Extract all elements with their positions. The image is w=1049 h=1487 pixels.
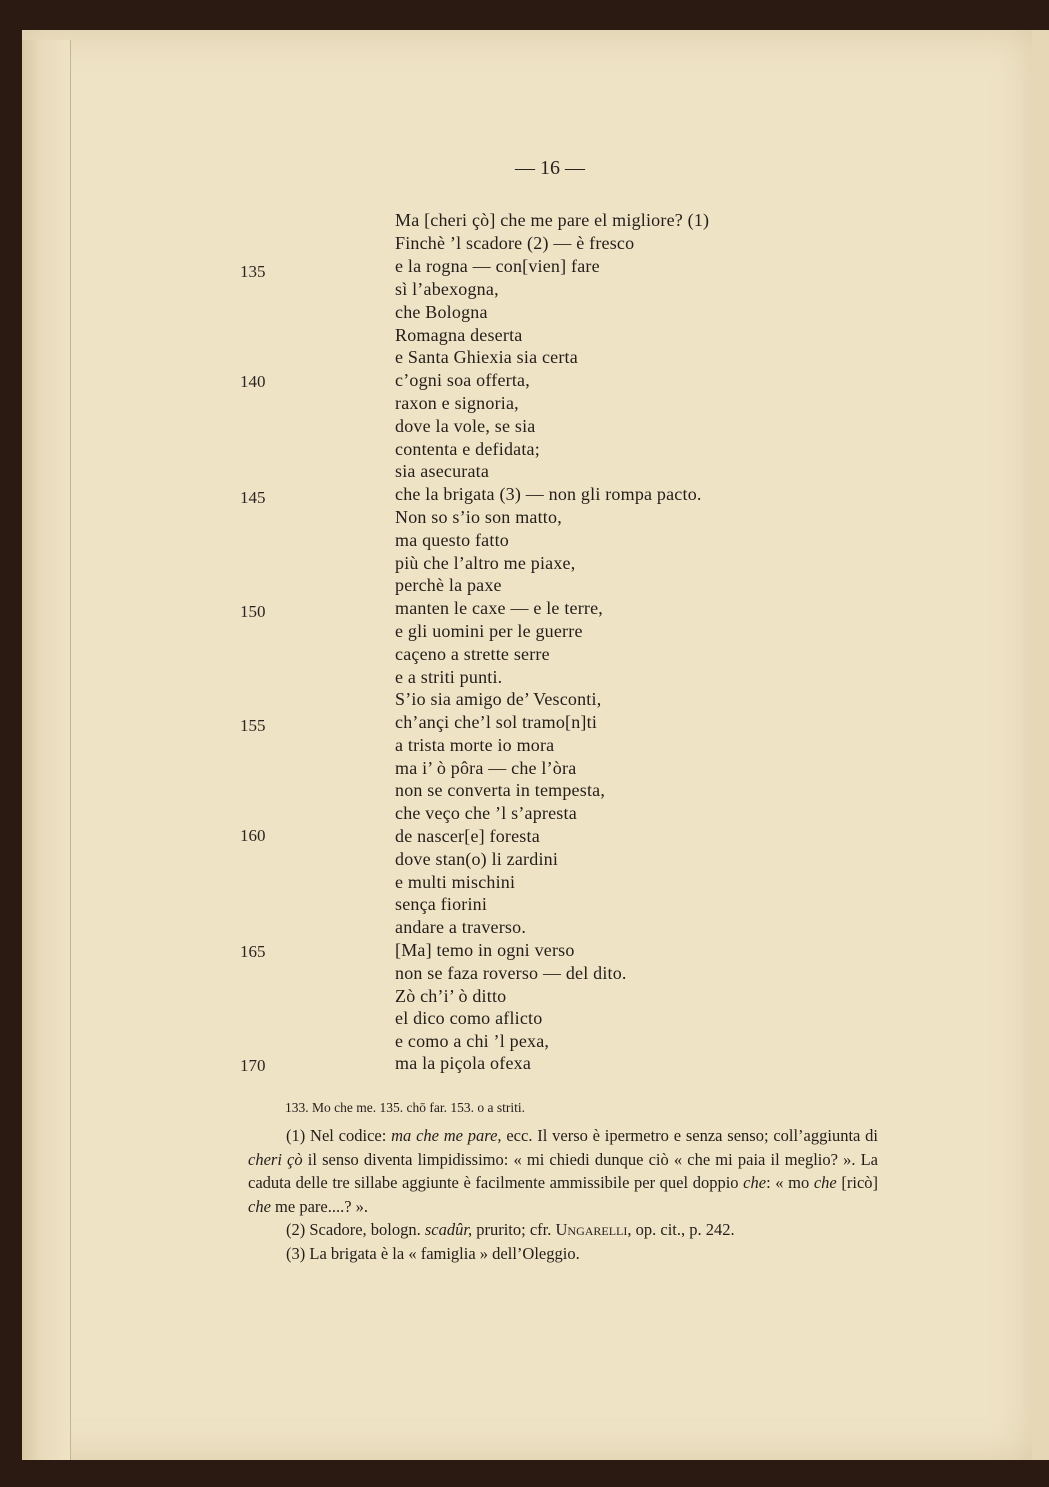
footnote-mark: (2) bbox=[286, 1220, 306, 1239]
verse-line: e Santa Ghiexia sia certa bbox=[395, 347, 578, 367]
verse-line: sì l’abexogna, bbox=[395, 279, 499, 299]
verse-line: e a striti punti. bbox=[395, 667, 503, 687]
footnote-3: (3) La brigata è la « famiglia » dell’Oleggio. bbox=[286, 1243, 580, 1263]
line-number: 140 bbox=[240, 372, 266, 391]
verse-line: manten le caxe — e le terre, bbox=[395, 598, 603, 618]
verse-line: Ma [cheri çò] che me pare el migliore? (1) bbox=[395, 210, 710, 230]
footnote-mark: (1) bbox=[286, 1126, 306, 1145]
verse-line: c’ogni soa offerta, bbox=[395, 370, 530, 390]
verse-line: sia asecurata bbox=[395, 461, 490, 481]
verse-line: Finchè ’l scadore (2) — è fresco bbox=[395, 233, 635, 253]
verse-line: e la rogna — con[vien] fare bbox=[395, 256, 600, 276]
page-number: — 16 — bbox=[515, 157, 585, 179]
verse-line: sença fiorini bbox=[395, 894, 488, 914]
footnote-mark: (3) bbox=[286, 1243, 306, 1263]
verse-line: non se faza roverso — del dito. bbox=[395, 963, 627, 983]
line-number: 145 bbox=[240, 488, 266, 507]
verse-line: el dico como aflicto bbox=[395, 1008, 543, 1028]
verse-line: Romagna deserta bbox=[395, 325, 523, 345]
verse-line: de nascer[e] foresta bbox=[395, 826, 540, 846]
line-number: 155 bbox=[240, 716, 266, 735]
line-number: 165 bbox=[240, 942, 266, 961]
verse-line: a trista morte io mora bbox=[395, 735, 555, 755]
verse-line: caçeno a strette serre bbox=[395, 644, 550, 664]
line-number: 170 bbox=[240, 1056, 266, 1075]
verse-line: che Bologna bbox=[395, 302, 488, 322]
verse-line: ma i’ ò pôra — che l’òra bbox=[395, 758, 577, 778]
verse-line: Zò ch’i’ ò ditto bbox=[395, 986, 507, 1006]
verse-line: perchè la paxe bbox=[395, 575, 502, 595]
page-edge bbox=[22, 40, 71, 1460]
verse-line: più che l’altro me piaxe, bbox=[395, 553, 576, 573]
verse-line: raxon e signoria, bbox=[395, 393, 519, 413]
verse-line: S’io sia amigo de’ Vesconti, bbox=[395, 689, 602, 709]
verse-line: [Ma] temo in ogni verso bbox=[395, 940, 575, 960]
variant-readings: 133. Mo che me. 135. chō far. 153. o a striti. bbox=[285, 1100, 525, 1115]
facing-page-edge bbox=[1032, 30, 1049, 1460]
footnote-1: (1) Nel codice: ma che me pare, ecc. Il verso è ipermetro e senza senso; coll’aggiunta di cheri çò il senso diventa limpidissimo: « mi chiedi dunque ciò « che mi paia il meglio? ». La caduta delle tre sillabe aggiunte è facilmente ammissibile per quel doppio che: « mo che [ricò] che me pare....? ». bbox=[248, 1126, 879, 1216]
verse-line: andare a traverso. bbox=[395, 917, 527, 937]
verse-line: ma questo fatto bbox=[395, 530, 509, 550]
footnote-2: (2) Scadore, bologn. scadûr, prurito; cfr. Ungarelli, op. cit., p. 242. bbox=[286, 1220, 735, 1239]
verse-line: dove la vole, se sia bbox=[395, 416, 536, 436]
verse-line: che veço che ’l s’apresta bbox=[395, 803, 577, 823]
verse-line: e multi mischini bbox=[395, 872, 516, 892]
verse-line: ma la piçola ofexa bbox=[395, 1053, 532, 1073]
footnotes bbox=[248, 1124, 878, 1265]
line-number: 135 bbox=[240, 262, 266, 281]
verse-line: ch’ançi che’l sol tramo[n]ti bbox=[395, 712, 598, 732]
verse-line: e gli uomini per le guerre bbox=[395, 621, 583, 641]
verse-line: Non so s’io son matto, bbox=[395, 507, 562, 527]
line-number: 160 bbox=[240, 826, 266, 845]
verse-line: che la brigata (3) — non gli rompa pacto. bbox=[395, 484, 702, 504]
line-number: 150 bbox=[240, 602, 266, 621]
verse-line: contenta e defidata; bbox=[395, 439, 540, 459]
verse-line: dove stan(o) li zardini bbox=[395, 849, 559, 869]
verse-line: non se converta in tempesta, bbox=[395, 780, 606, 800]
verse-line: e como a chi ’l pexa, bbox=[395, 1031, 550, 1051]
